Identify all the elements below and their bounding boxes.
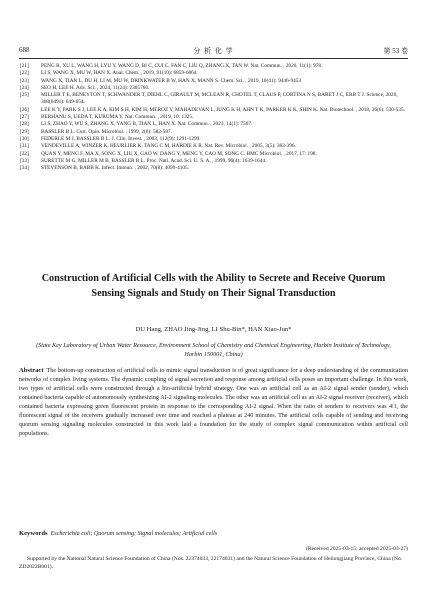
keywords-label: Keywords xyxy=(19,530,48,537)
keywords xyxy=(19,530,408,537)
reference-item: [24] SEO H, LEE H. Adv. Sci. , 2024, 11(24): 2305760. xyxy=(20,84,150,91)
reference-item: [34] STEVENSON B, BABB K. Infect. Immun. , 2002, 70(8): 4099-4105. xyxy=(20,165,190,172)
keywords-text: Escherichia coli; Quorum sensing; Signal molecules; Artificial cells xyxy=(50,531,218,537)
abstract-text: The bottom-up construction of artificial cells to mimic signal transduction is of great significance for a deep understanding of the communication networks of complex living systems. The dynamic coupling of signal secretion and response among artificial cells poses an important challenge. In this work, two types of artificial cells were constructed through a bio-artificial hybrid strategy. One was an artificial cell as an AI-2 signal sender (sender), which contained bacteria capable of autonomously synthesizing AI-2 signaling molecules. The other was an artificial cell as an AI-2 signal receiver (receiver), which contained bacteria expressing green fluorescent protein in response to the corresponding AI-2 signal. When the ratio of senders to receivers was 4∶1, the fluorescent signal of the receivers gradually increased over time and reached a plateau at 240 minutes. The artificial cells capable of sending and receiving quorum sensing signaling molecules constructed in this work laid a foundation for the study of complex signal communication within artificial cell populations. xyxy=(19,368,408,437)
reference-item: [21] PENG R, XU L, WANG H, LYU Y, WANG D, BI C, CUI C, FAN C, LIU Q, ZHANG X, TAN W. Nat. Commun. , 2020, 11(1): 978. xyxy=(20,63,323,69)
page-header xyxy=(19,46,408,58)
volume-label: 第 53 卷 xyxy=(383,47,408,55)
reference-item: [31] VENDEVILLE A, WINZER K, HEURLIER K, TANG C M, HARDIE K R. Nat. Rev. Microbiol. , 2005, 3(5): 383-396. xyxy=(20,143,296,150)
author-list: DU Hang, ZHAO Jing-Jing, LI Shu-Bin*, HAN Xiao-Jun* xyxy=(135,326,292,333)
funding-note: Supported by the National Natural Science Foundation of China (Nos. 22374033, 22174031) and the Natural Science Foundation of Heilongjiang Province, China (No. ZD2022B001). xyxy=(19,556,403,570)
reference-item: [33] SURETTE M G, MILLER M B, BASSLER B L. Proc. Natl. Acad. Sci. U. S. A. , 1999, 96(4): 1639-1644. xyxy=(20,157,267,164)
abstract xyxy=(19,366,408,439)
page-number: 688 xyxy=(19,46,30,54)
journal-name: 分 析 化 学 xyxy=(193,47,234,55)
abstract-label: Abstract xyxy=(19,367,44,374)
reference-item: [23] WANG X, TIAN L, DU H, LI M, MU W, DRINKWATER B W, HAN X, MANN S. Chem. Sci. , 2019, 10(41): 9446-9453. xyxy=(20,77,303,84)
reference-item: [32] QUAN Y, MENG F, MA X, SONG X, LIU X, GAO W, DANG Y, MENG Y, CAO M, SONG C. BMC Microbiol. , 2017, 17: 198. xyxy=(20,150,317,157)
header-rule xyxy=(19,58,408,59)
affiliation: (State Key Laboratory of Urban Water Resource, Environment School of Chemistry and Chemical Engineering, Harbin Institute of Technology, Harbin 150001, China) xyxy=(36,342,391,359)
reference-list xyxy=(19,63,408,172)
reference-item: [25] MILLER T E, BENEYTON T, SCHWANDER T, DIEHL C, GIRAULT M, MCLEAN R, CHOTEL T, CLAUS P, CORTINA N S, BARET J C, ERB T J. Science, 2020, 368(6491): 649-654. xyxy=(20,92,398,106)
reference-item: [22] LI S, WANG X, MU W, HAN X. Anal. Chem. , 2019, 91(10): 6859-6864. xyxy=(20,70,198,77)
reference-item: [29] BASSLER B L. Curr. Opin. Microbiol. , 1999, 2(6): 582-587. xyxy=(20,128,172,135)
reference-item: [27] BERHANU S, UEDA T, KURUMA Y. Nat. Commun. , 2019, 10: 1325. xyxy=(20,114,194,121)
reference-item: [28] LI S, ZHAO Y, WU S, ZHANG X, YANG B, TIAN L, HAN X. Nat. Commun. , 2023, 14(1): 7507. xyxy=(20,121,253,128)
reference-item: [30] FEDERLE M J, BASSLER B L. J. Clin. Invest. , 2003, 112(9): 1291-1299. xyxy=(20,135,201,142)
article-title: Construction of Artificial Cells with the Ability to Secrete and Receive Quorum Sensing Signals and Study on Their Signal Transduction xyxy=(41,273,386,299)
reference-item: [26] LEE K Y, PARK S J, LEE K A, KIM S H, KIM H, MEROZ Y, MAHADEVAN L, JUNG K H, AHN T K, PARKER K K, SHIN K. Nat. Biotechnol. , 2018, 36(6): 530-535. xyxy=(20,106,405,113)
received-dates: (Received 2025-03-15; accepted 2025-03-27) xyxy=(305,546,408,552)
